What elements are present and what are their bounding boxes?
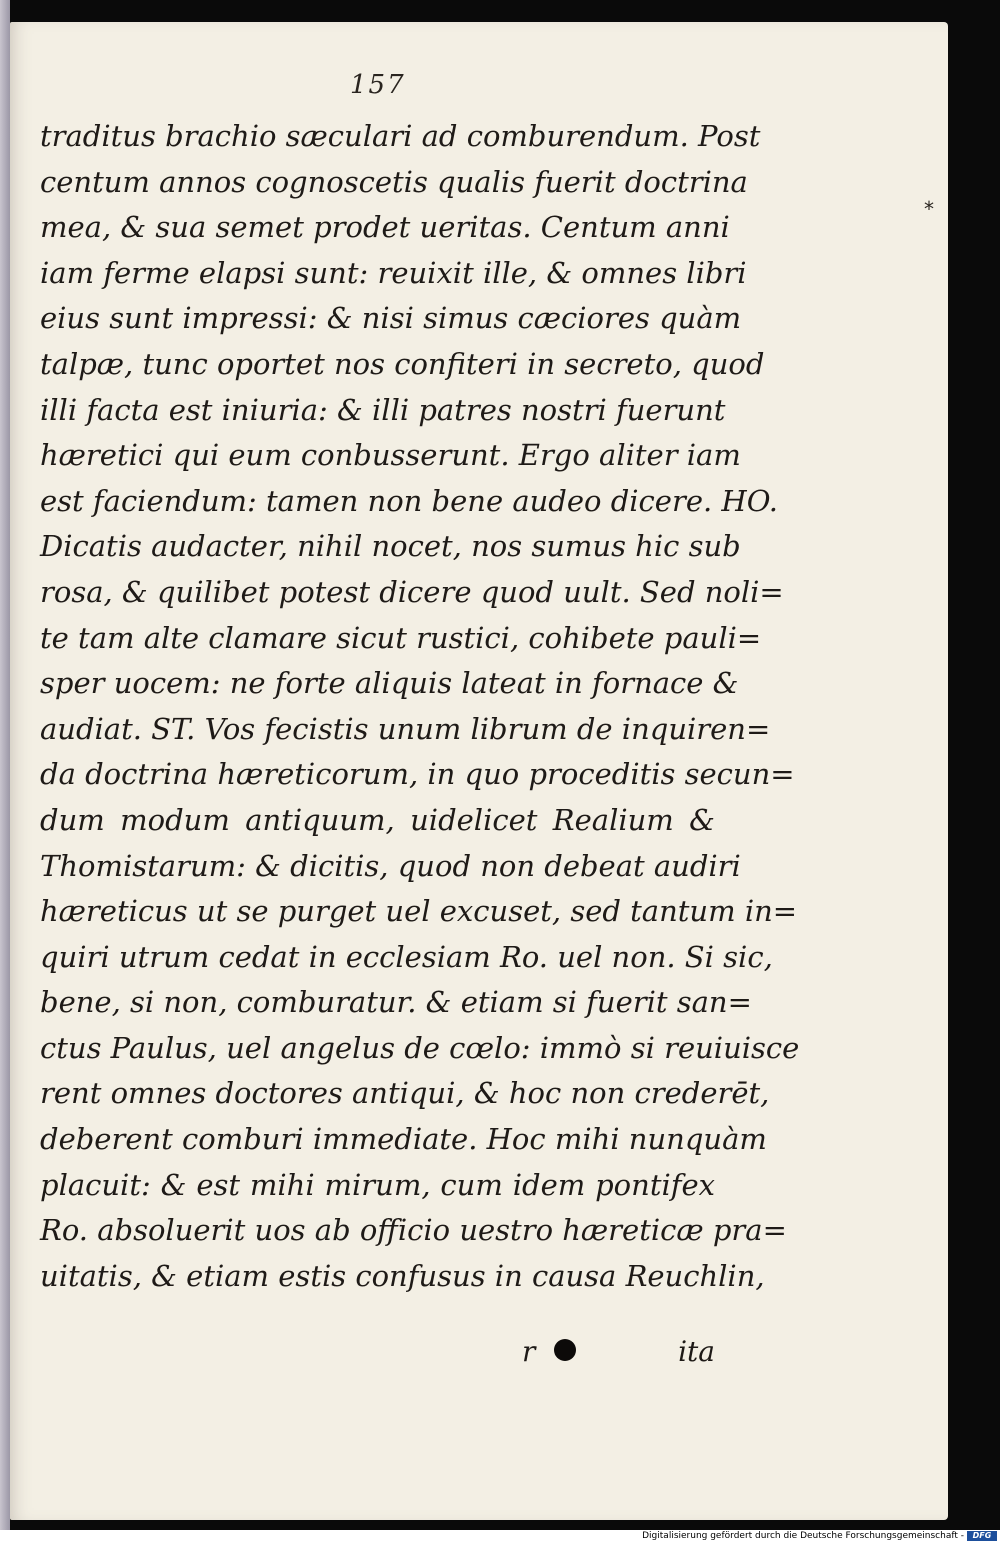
- text-line: rosa, & quilibet potest dicere quod uult. Sed noli=: [40, 574, 784, 609]
- ink-blot: [554, 1339, 576, 1361]
- text-line: deberent comburi immediate. Hoc mihi nunquàm: [40, 1122, 767, 1157]
- text-line: placuit: & est mihi mirum, cum idem pontifex: [40, 1167, 715, 1202]
- text-line: da doctrina hæreticorum, in quo proceditis secun=: [40, 757, 795, 792]
- page-text: [40, 114, 800, 1299]
- text-line: dum modum antiquum, uidelicet Realium &: [40, 802, 715, 837]
- text-line: Dicatis audacter, nihil nocet, nos sumus hic sub: [40, 529, 741, 564]
- text-line: quiri utrum cedat in ecclesiam Ro. uel non. Si sic,: [40, 939, 773, 974]
- text-line: Thomistarum: & dicitis, quod non debeat audiri: [40, 848, 741, 883]
- text-line: hæretici qui eum conbusserunt. Ergo aliter iam: [40, 438, 741, 473]
- catchword: ita: [678, 1335, 715, 1368]
- text-line: audiat. ST. Vos fecistis unum librum de inquiren=: [40, 711, 771, 746]
- text-line: hæreticus ut se purget uel excuset, sed tantum in=: [40, 894, 798, 929]
- text-line: uitatis, & etiam estis confusus in causa Reuchlin,: [40, 1258, 765, 1293]
- page-edge: [0, 0, 10, 1530]
- text-line: mea, & sua semet prodet ueritas. Centum anni: [40, 210, 730, 245]
- book-page: [10, 22, 948, 1520]
- dfg-logo: DFG: [967, 1531, 997, 1541]
- catchword-line: [40, 1335, 715, 1375]
- page-number: 157: [350, 70, 406, 100]
- text-line: talpæ, tunc oportet nos confiteri in secreto, quod: [40, 346, 765, 381]
- text-line: ctus Paulus, uel angelus de cœlo: immò si reuiuisce: [40, 1030, 800, 1065]
- text-line: te tam alte clamare sicut rustici, cohibete pauli=: [40, 620, 762, 655]
- funding-credit: Digitalisierung gefördert durch die Deutsche Forschungsgemeinschaft -: [642, 1531, 964, 1541]
- text-line: eius sunt impressi: & nisi simus cæciores quàm: [40, 301, 742, 336]
- text-line: rent omnes doctores antiqui, & hoc non crederēt,: [40, 1076, 770, 1111]
- text-line: centum annos cognoscetis qualis fuerit doctrina: [40, 164, 748, 199]
- text-line: est faciendum: tamen non bene audeo dicere. HO.: [40, 483, 778, 518]
- text-line: bene, si non, comburatur. & etiam si fuerit san=: [40, 985, 752, 1020]
- signature-mark: r: [522, 1335, 536, 1368]
- margin-mark: *: [924, 197, 934, 221]
- text-line: illi facta est iniuria: & illi patres nostri fuerunt: [40, 392, 726, 427]
- text-line: sper uocem: ne forte aliquis lateat in fornace &: [40, 666, 739, 701]
- text-line: iam ferme elapsi sunt: reuixit ille, & omnes libri: [40, 255, 747, 290]
- text-line: Ro. absoluerit uos ab officio uestro hæreticæ pra=: [40, 1213, 787, 1248]
- text-line: traditus brachio sæculari ad comburendum. Post: [40, 119, 761, 153]
